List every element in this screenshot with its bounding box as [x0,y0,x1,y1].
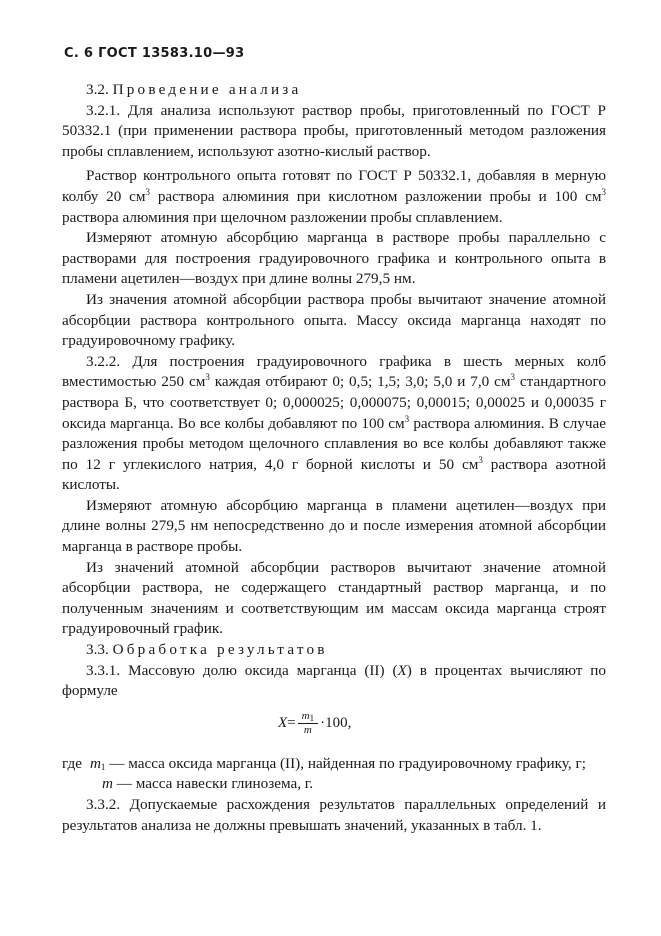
text-run: стандартного раствора Б, что соответствует 0; 0,000025; 0,000075; 0,00015; 0,00025 и 0,00035 г оксида марганца. Во все колбы добавляют по 100 см [62,373,606,432]
text-run: раствора алюминия при кислотном разложении пробы и 100 см [150,187,602,205]
formula-fraction [298,710,318,737]
section-title: Проведение анализа [112,81,302,98]
section-title: Обработка результатов [112,641,328,659]
section-heading-3-2 [62,80,606,101]
text-run: 3.3.1. Массовую долю оксида марганца (II) ( [86,661,398,679]
paragraph-measure-absorption: Измеряют атомную абсорбцию марганца в растворе пробы параллельно с растворами для построения градуировочного графика и контрольного опыта в пламени ацетилен—воздух при длине волны 279,5 нм. [62,229,606,288]
definition-m1 [62,754,606,775]
formula-definitions [62,754,606,795]
variable-x: X [397,661,407,679]
text-run: каждая отбирают 0; 0,5; 1,5; 3,0; 5,0 и 7,0 см [209,373,511,391]
superscript: 3 [478,454,483,465]
text-run: Раствор контрольного опыта готовят по ГОСТ Р 50332.1, добавляя в мерную колбу 20 см [62,167,606,205]
superscript: 3 [404,413,410,424]
text-run: ) в процентах вычисляют по формуле [62,661,606,700]
paragraph-subtract-control: Из значения атомной абсорбции раствора пробы вычитают значение атомной абсорбции раствора контрольного опыта. Массу оксида марганца находят по градуировочному графику. [62,290,606,350]
paragraph-3-3-2: 3.3.2. Допускаемые расхождения результатов параллельных определений и результатов анализа не должны превышать значений, указанных в табл. 1. [62,796,606,834]
superscript: 3 [205,372,210,383]
section-heading-3-3 [62,640,606,661]
paragraph-measure-before-after: Измеряют атомную абсорбцию марганца в пламени ацетилен—воздух при длине волны 279,5 нм непосредственно до и после измерения атомной абсорбции марганца в растворе пробы. [62,496,606,556]
formula [62,706,606,750]
superscript: 3 [145,186,151,197]
text-run: раствора алюминия. В случае разложения пробы методом щелочного сплавления во все колбы добавляют также по 12 г углекислого натрия, 4,0 г борной кислоты и 50 см [62,414,607,473]
paragraph-3-2-2 [62,352,606,496]
paragraph-3-2-1: 3.2.1. Для анализа используют раствор пробы, приготовленный по ГОСТ Р 50332.1 (при применении раствора пробы, приготовленный методом разложения пробы сплавлением, используют азотно-кислый раствор. [62,101,606,160]
definition-m: m — масса навески глинозема, г. [102,775,314,793]
definition-text: $m_1$ — масса оксида марганца (II), найденная по градуировочному графику, г; [89,754,586,772]
section-number: 3.3. [86,641,109,659]
running-header: С. 6 ГОСТ 13583.10—93 [64,46,245,61]
fraction-denominator: m [303,723,312,736]
formula-equals: = [287,715,296,732]
superscript: 3 [601,186,606,197]
text-run: раствора алюминия при щелочном разложении пробы сплавлением. [62,208,503,226]
paragraph-build-curve: Из значений атомной абсорбции растворов вычитают значение атомной абсорбции раствора, не содержащего стандартный раствор марганца, и по полученным значениям и соответствующим им массам оксида марганца строят градуировочный график. [62,558,606,638]
paragraph-control-experiment [62,166,606,228]
document-body [62,80,606,836]
text-run: раствора азотной кислоты. [62,455,606,494]
formula-lhs: X [278,715,288,732]
text-run: 3.2.2. Для построения градуировочного графика в шесть мерных колб вместимостью 250 см [62,352,606,391]
where-word: где [62,754,82,772]
fraction-numerator: $m_1$ [298,710,318,724]
formula-tail: ·100, [320,715,352,732]
paragraph-3-3-1 [62,661,606,702]
superscript: 3 [510,372,515,383]
section-number: 3.2. [86,81,109,98]
